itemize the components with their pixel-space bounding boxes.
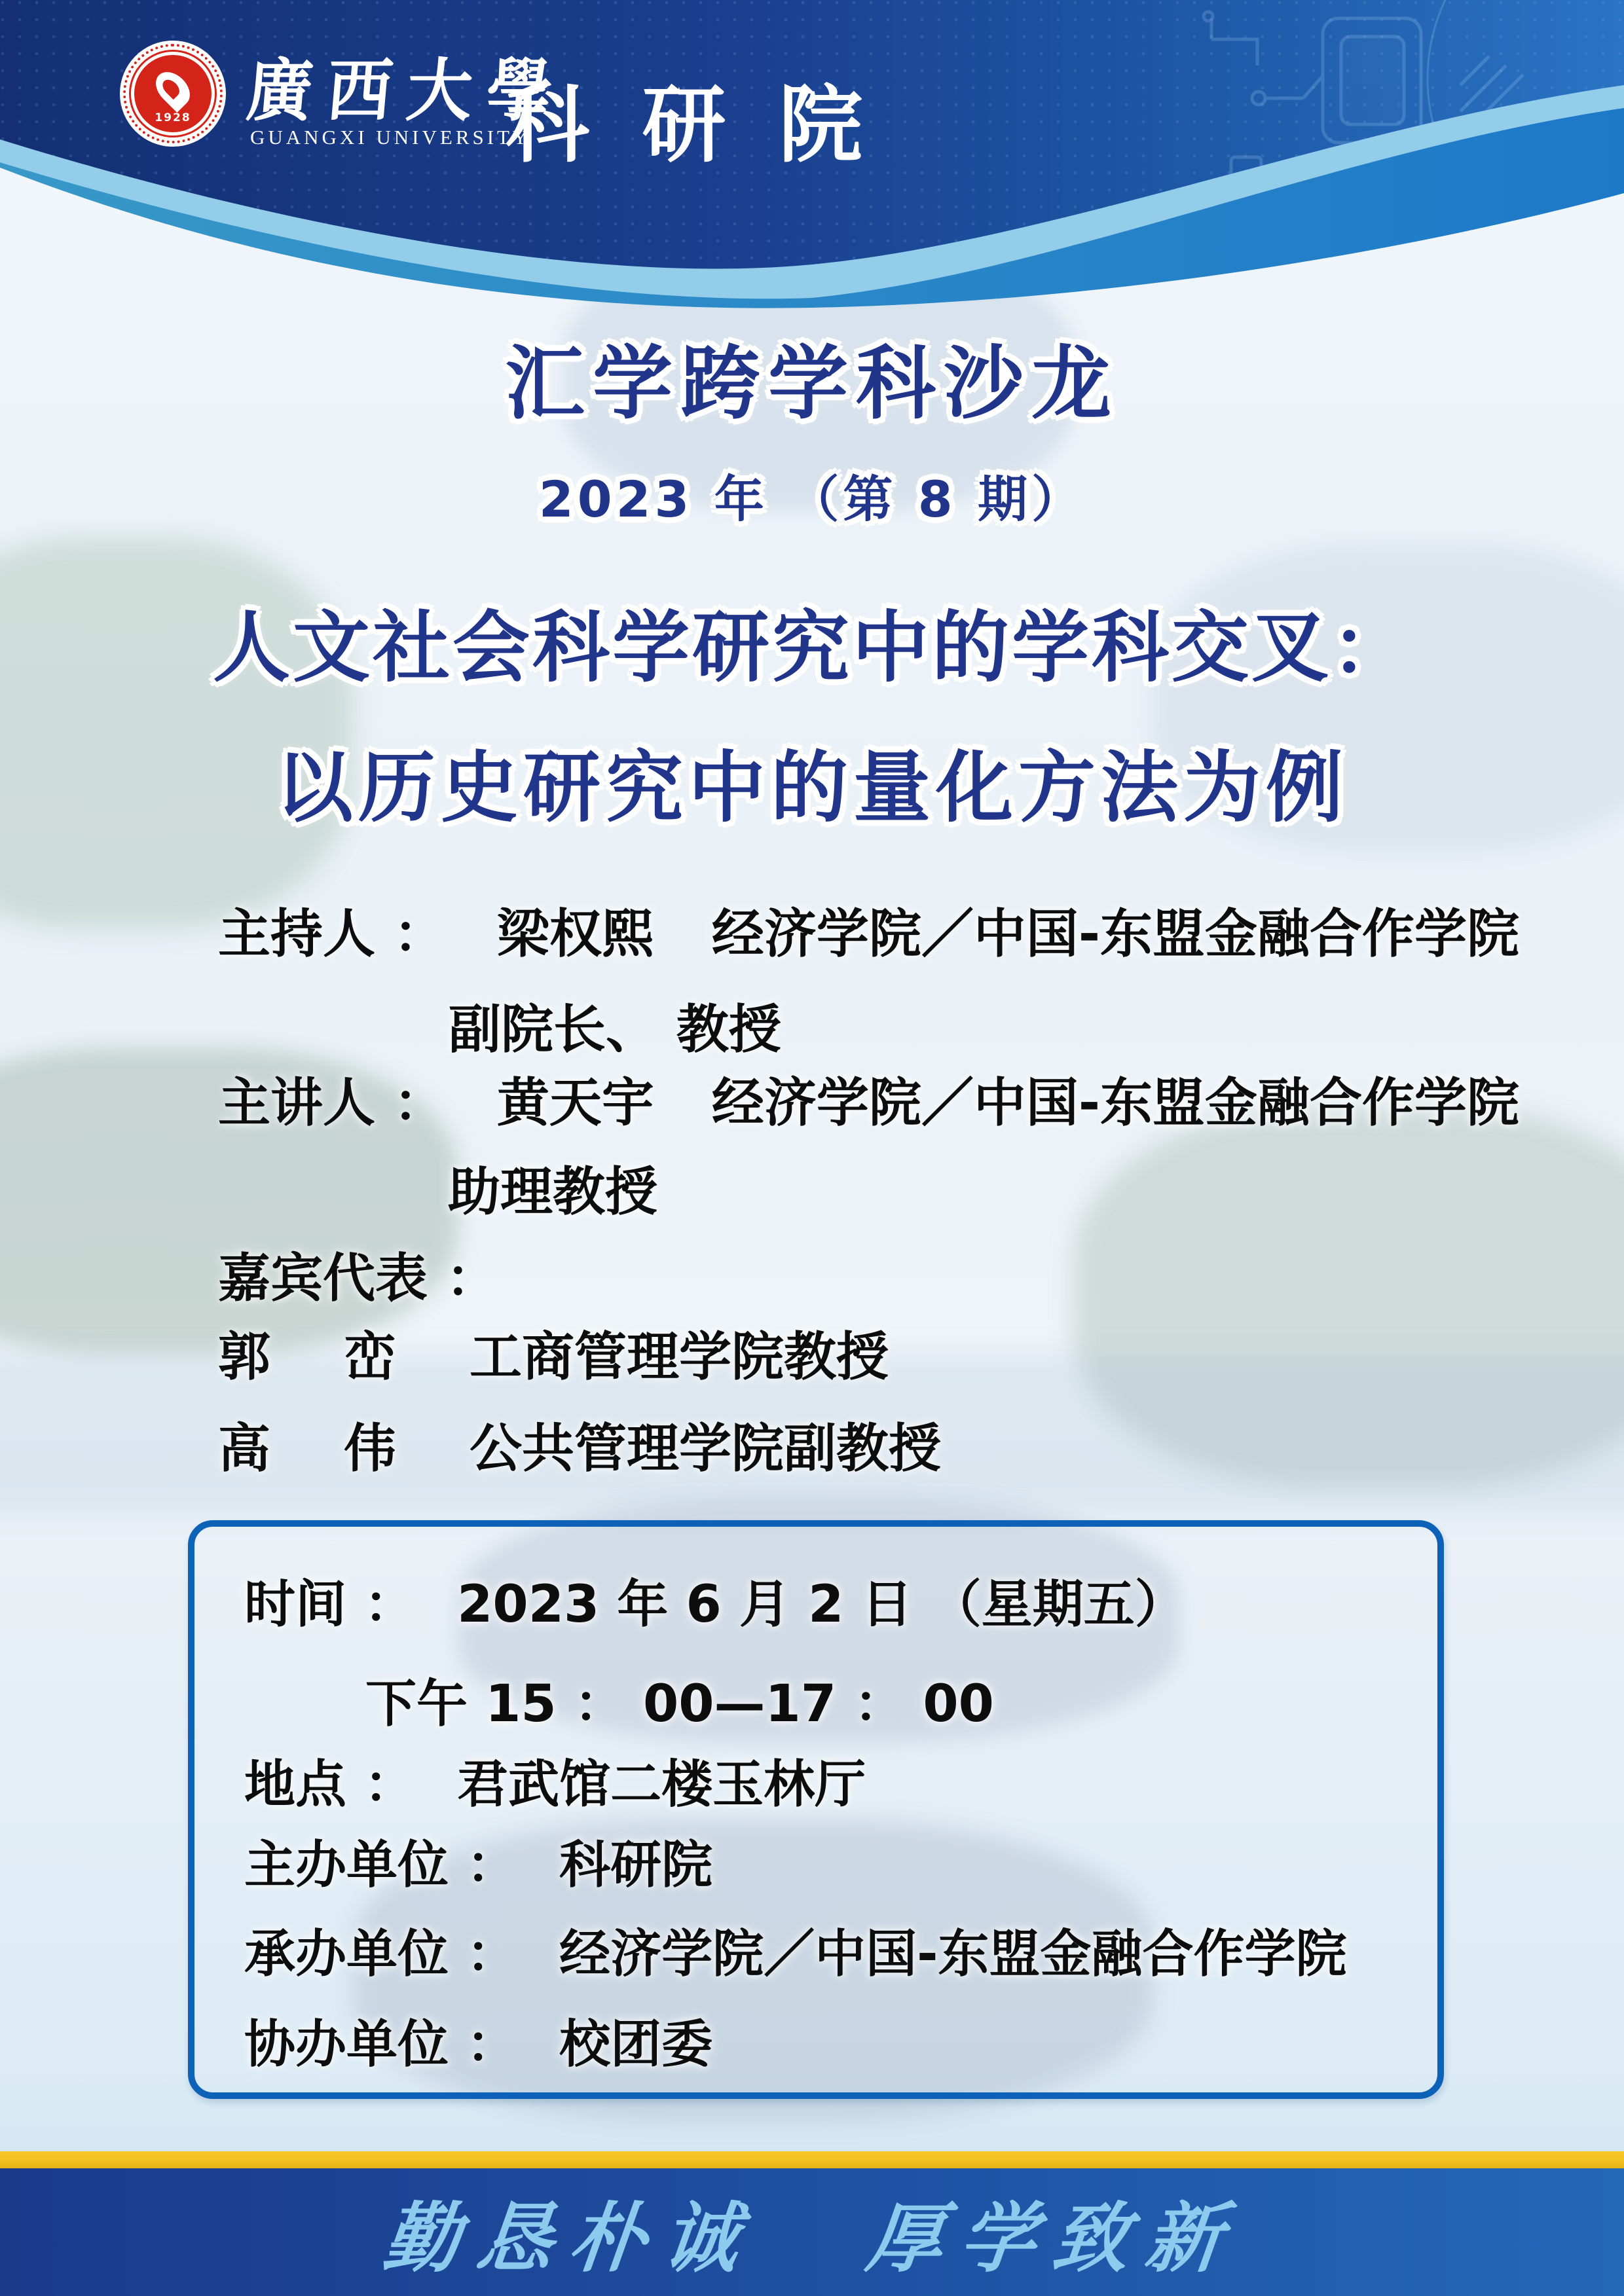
guest-row [218, 1406, 941, 1482]
undertaker-label: 承办单位 ： [244, 1925, 518, 1984]
host-name: 梁权熙 [496, 903, 654, 964]
speaker-name: 黄天宇 [496, 1072, 654, 1133]
motto-left: 勤恳朴诚 [378, 2194, 761, 2283]
lecture-title-line2: 以历史研究中的量化方法为例 [275, 742, 1348, 833]
speaker-label: 主讲人 ： [218, 1072, 446, 1133]
host-row [218, 892, 1519, 967]
guest-surname: 郭 [218, 1326, 270, 1387]
guest-surname: 高 [218, 1418, 270, 1479]
time-row [244, 1563, 1186, 1637]
venue-value: 君武馆二楼玉林厅 [457, 1755, 866, 1814]
venue-row [244, 1743, 866, 1817]
time-range-row: 下午 15 ： 00—17 ： 00 [365, 1675, 994, 1734]
time-label: 时间 ： [244, 1575, 416, 1634]
seal-founding-year: 1928 [155, 111, 191, 124]
venue-label: 地点 ： [244, 1755, 416, 1814]
guest-title: 工商管理学院教授 [470, 1326, 889, 1387]
co-organizer-value: 校团委 [559, 2015, 713, 2074]
guest-given-name: 峦 [344, 1326, 396, 1387]
guests-label: 嘉宾代表 ： [218, 1248, 498, 1309]
salon-issue: 2023 年 （第 8 期） [538, 470, 1086, 528]
co-organizer-label: 协办单位 ： [244, 2015, 518, 2074]
lecture-title-line1: 人文社会科学研究中的学科交叉： [212, 602, 1411, 693]
undertaker-row [244, 1913, 1347, 1986]
salon-series-title: 汇学跨学科沙龙 [505, 337, 1119, 430]
host-affiliation: 经济学院／中国-东盟金融合作学院 [711, 903, 1520, 964]
guest-given-name: 伟 [344, 1418, 396, 1479]
seal-inner-disc [131, 52, 215, 136]
footer-band [0, 2168, 1624, 2296]
host-title: 副院长、 教授 [449, 999, 781, 1060]
guest-title: 公共管理学院副教授 [470, 1418, 941, 1479]
university-seal-logo [120, 41, 226, 147]
university-name-en: GUANGXI UNIVERSITY [250, 126, 531, 149]
organizer-label: 主办单位 ： [244, 1836, 518, 1895]
motto-right: 厚学致新 [862, 2194, 1244, 2283]
co-organizer-row [244, 2003, 712, 2077]
guest-row [218, 1315, 889, 1390]
office-name: 科 研 院 [506, 77, 875, 174]
gold-divider [0, 2151, 1624, 2168]
undertaker-value: 经济学院／中国-东盟金融合作学院 [559, 1925, 1347, 1984]
organizer-row [244, 1824, 712, 1897]
host-label: 主持人 ： [218, 903, 446, 964]
organizer-value: 科研院 [559, 1836, 713, 1895]
speaker-row [218, 1061, 1519, 1136]
speaker-affiliation: 经济学院／中国-东盟金融合作学院 [711, 1072, 1520, 1133]
speaker-title: 助理教授 [448, 1161, 657, 1222]
time-value: 2023 年 6 月 2 日 （星期五） [457, 1575, 1186, 1634]
faded-trees-right-mid [1074, 1106, 1624, 1486]
university-name-zh: 廣西大學 [243, 50, 570, 131]
flame-icon [149, 65, 196, 113]
